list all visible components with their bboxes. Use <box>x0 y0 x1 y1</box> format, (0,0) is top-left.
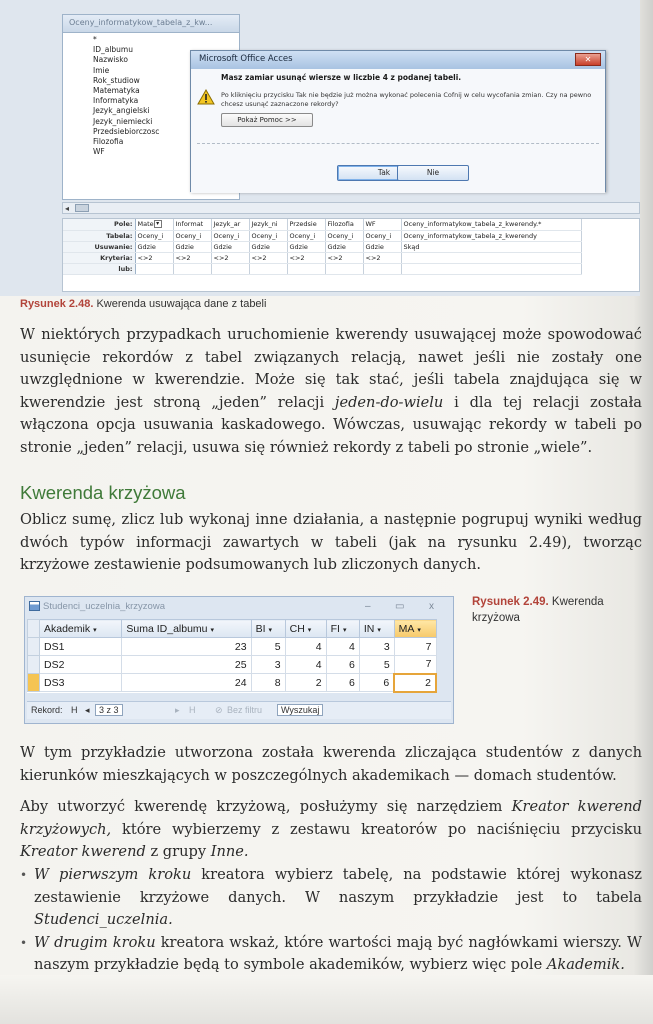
qbe-cell[interactable] <box>287 230 325 241</box>
prev-record-button[interactable]: ◂ <box>85 705 90 715</box>
column-header[interactable] <box>40 620 122 638</box>
record-selector[interactable] <box>28 656 40 674</box>
qbe-row <box>63 230 581 241</box>
query-design-grid <box>62 218 640 292</box>
column-header-label: Akademik <box>44 622 91 635</box>
caption-text: Kwerenda usuwająca dane z tabeli <box>96 298 267 310</box>
dialog-separator <box>197 143 599 144</box>
table-cell[interactable]: 3 <box>359 638 394 656</box>
field-item[interactable]: Imie <box>93 65 110 75</box>
qbe-cell-value: <>2 <box>365 253 381 262</box>
bullet-emphasis: W pierwszym kroku <box>34 866 192 883</box>
minimize-icon[interactable]: – <box>365 601 371 612</box>
qbe-cell[interactable] <box>287 241 325 252</box>
qbe-cell-value: Informat <box>175 220 204 229</box>
qbe-row-label: Usuwanie: <box>63 241 135 252</box>
qbe-cell[interactable] <box>401 263 581 274</box>
qbe-cell[interactable] <box>249 263 287 274</box>
qbe-cell-value: Mate <box>137 220 154 229</box>
column-header-label: MA <box>398 622 415 635</box>
caption-number: Rysunek 2.48. <box>20 298 94 310</box>
qbe-cell-value: Gdzie <box>137 242 156 251</box>
qbe-cell-value: Oceny_informatykow_tabela_z_kwerendy.* <box>403 220 542 229</box>
qbe-cell[interactable] <box>363 219 401 230</box>
qbe-cell[interactable] <box>211 219 249 230</box>
sort-filter-arrow-icon[interactable]: ▾ <box>342 626 347 634</box>
field-item[interactable]: WF <box>93 147 105 157</box>
qbe-cell[interactable] <box>287 263 325 274</box>
paragraph-text: z grupy <box>150 843 207 861</box>
qbe-cell[interactable] <box>249 252 287 263</box>
table-cell[interactable]: 8 <box>251 674 285 692</box>
qbe-row-label: lub: <box>63 263 135 274</box>
qbe-cell[interactable] <box>173 263 211 274</box>
field-item[interactable]: Jezyk_niemiecki <box>93 116 153 126</box>
column-header[interactable] <box>326 620 359 638</box>
qbe-row-label: Tabela: <box>63 230 135 241</box>
paragraph-emphasis: Kreator kwerend <box>20 843 146 861</box>
sort-filter-arrow-icon[interactable]: ▾ <box>93 626 97 634</box>
table-cell[interactable]: 6 <box>359 674 394 692</box>
record-label: Rekord: <box>31 705 63 715</box>
table-row <box>28 656 437 674</box>
bullet-text: kreatora wskaż, które wartości mają być nagłówkami wierszy. W naszym przykładzie będą to symbole akademików, wybierz więc pole <box>34 933 643 974</box>
table-cell[interactable]: 4 <box>326 638 359 656</box>
bullet-list <box>20 864 642 977</box>
table-icon <box>29 601 40 611</box>
close-icon[interactable]: ✕ <box>575 53 601 66</box>
bullet-emphasis: Akademik. <box>546 956 625 974</box>
column-header[interactable] <box>122 620 251 638</box>
column-header[interactable] <box>251 620 285 638</box>
qbe-cell[interactable] <box>173 230 211 241</box>
qbe-cell[interactable] <box>363 263 401 274</box>
qbe-cell[interactable] <box>135 219 173 230</box>
qbe-cell[interactable] <box>325 263 363 274</box>
figure-caption-2-49 <box>472 594 642 626</box>
table-cell[interactable]: 6 <box>326 674 359 692</box>
field-item[interactable]: Informatyka <box>93 96 139 106</box>
paragraph: Oblicz sumę, zlicz lub wykonaj inne działania, a następnie pogrupuj wyniki według dwóch typów informacji zawartych w tabeli (jak na rysunku 2.49), tworząc krzyżowe zestawienie podsumowanych lub zliczonych danych. <box>20 511 642 574</box>
search-input[interactable]: Wyszukaj <box>277 704 323 716</box>
table-cell[interactable]: 24 <box>122 674 251 692</box>
record-navigation <box>27 701 451 719</box>
qbe-cell[interactable] <box>249 241 287 252</box>
filter-status[interactable]: Bez filtru <box>227 705 263 715</box>
qbe-cell[interactable] <box>211 230 249 241</box>
field-item[interactable]: Nazwisko <box>93 55 128 65</box>
qbe-cell-value: Oceny_i <box>251 231 278 240</box>
caption-text: Kwerenda krzyżowa <box>472 596 604 624</box>
field-item[interactable]: ID_albumu <box>93 45 133 55</box>
qbe-row-label: Pole: <box>63 219 135 230</box>
table-cell[interactable]: 6 <box>326 656 359 674</box>
table-cell[interactable]: 4 <box>285 638 326 656</box>
sort-filter-arrow-icon[interactable]: ▾ <box>377 626 381 634</box>
column-header[interactable] <box>359 620 394 638</box>
table-cell[interactable]: 7 <box>394 656 436 674</box>
qbe-cell[interactable] <box>363 230 401 241</box>
bullet-item <box>20 864 642 932</box>
qbe-cell[interactable] <box>401 230 581 241</box>
qbe-cell[interactable] <box>173 252 211 263</box>
filter-icon[interactable]: ⊘ <box>215 705 223 715</box>
dropdown-arrow-icon[interactable]: ▾ <box>154 220 162 228</box>
figure-crosstab-query <box>24 596 454 724</box>
close-icon[interactable]: x <box>429 601 434 612</box>
table-cell[interactable]: 25 <box>122 656 251 674</box>
paragraph-text: W niektórych przypadkach uruchomienie kwerendy usuwającej może spowodować usunięcie rekordów z tabel związanych relacją, nawet jeśli nie zostały one uwzględnione w kwerendzie. Może się tak stać, jeśli tabela znajdująca się w kwerendzie jest stroną „jeden” relacji <box>20 326 642 411</box>
warning-icon <box>197 89 215 105</box>
qbe-cell[interactable] <box>249 219 287 230</box>
qbe-cell[interactable] <box>401 219 581 230</box>
qbe-cell-value: WF <box>365 220 376 229</box>
figure-delete-query <box>0 0 640 296</box>
next-record-button[interactable]: ▸ <box>175 705 180 715</box>
table-cell[interactable]: 7 <box>394 638 436 656</box>
qbe-cell[interactable] <box>135 230 173 241</box>
qbe-cell-value: Gdzie <box>213 242 232 251</box>
qbe-cell[interactable] <box>363 252 401 263</box>
qbe-cell[interactable] <box>211 263 249 274</box>
dialog-main-text: Masz zamiar usunąć wiersze w liczbie 4 z podanej tabeli. <box>221 73 462 82</box>
qbe-cell-value: <>2 <box>289 253 305 262</box>
qbe-cell[interactable] <box>135 241 173 252</box>
scroll-left-icon[interactable]: ◂ <box>65 204 70 213</box>
qbe-cell-value: Oceny_i <box>289 231 316 240</box>
sort-filter-arrow-icon[interactable]: ▾ <box>210 626 215 634</box>
paragraph-emphasis: Inne. <box>210 843 249 861</box>
table-window-title: Oceny_informatykow_tabela_z_kw... <box>63 15 239 33</box>
qbe-cell[interactable] <box>325 252 363 263</box>
scroll-thumb[interactable] <box>75 204 89 212</box>
paragraph-text: i dla tej relacji została włączona opcja usuwania kaskadowego. Wówczas, usuwając rekordy w tabeli po stronie „jeden” relacji, usuwa się również rekordy z tabeli po stronie „wiele”. <box>20 393 642 456</box>
qbe-cell-value: Jezyk_ni <box>251 220 278 229</box>
qbe-cell-value: Gdzie <box>365 242 384 251</box>
paragraph-emphasis: jeden-do-wielu <box>334 393 444 411</box>
qbe-cell[interactable] <box>287 252 325 263</box>
qbe-row-label: Kryteria: <box>63 252 135 263</box>
paragraph-text: które wybierzemy z zestawu kreatorów po naciśnięciu przycisku <box>122 820 642 838</box>
field-item[interactable]: Filozofia <box>93 137 124 147</box>
qbe-cell[interactable] <box>325 219 363 230</box>
qbe-cell[interactable] <box>211 252 249 263</box>
datasheet-grid <box>27 619 451 693</box>
qbe-cell[interactable] <box>363 241 401 252</box>
figure-caption-2-48 <box>20 298 266 310</box>
field-item[interactable]: Przedsiebiorczosc <box>93 126 160 136</box>
qbe-cell-value: Gdzie <box>289 242 308 251</box>
paragraph <box>20 796 642 864</box>
table-row <box>28 674 437 692</box>
page-bottom-margin <box>0 975 653 1024</box>
paragraph-emphasis: Kreator kwerend krzyżowych, <box>20 798 643 838</box>
field-item[interactable]: * <box>93 35 97 44</box>
qbe-cell-value: <>2 <box>327 253 343 262</box>
qbe-cell[interactable] <box>401 252 581 263</box>
qbe-cell-value: Skąd <box>403 242 420 251</box>
delete-confirm-dialog <box>190 50 606 192</box>
field-item[interactable]: Rok_studiow <box>93 75 140 85</box>
qbe-row <box>63 252 581 263</box>
qbe-cell-value: Oceny_i <box>137 231 164 240</box>
paragraph: W tym przykładzie utworzona została kwerenda zliczająca studentów z danych kierunków mieszkających w poszczególnych akademikach — domach studentów. <box>20 744 642 784</box>
bullet-text: kreatora wybierz tabelę, na podstawie której wykonasz zestawienie krzyżowe danych. W naszym przykładzie jest to tabela <box>34 866 642 906</box>
record-selector[interactable] <box>28 674 40 692</box>
qbe-cell-value: Oceny_i <box>175 231 202 240</box>
qbe-cell[interactable] <box>401 241 581 252</box>
qbe-cell-value: Jezyk_ar <box>213 220 241 229</box>
qbe-cell[interactable] <box>325 241 363 252</box>
qbe-cell-value: <>2 <box>175 253 191 262</box>
qbe-cell-value: Oceny_informatykow_tabela_z_kwerendy <box>403 231 537 240</box>
table-cell[interactable]: 2 <box>394 674 436 692</box>
record-position-input[interactable]: 3 z 3 <box>95 704 123 716</box>
table-cell[interactable]: DS1 <box>40 638 122 656</box>
table-cell[interactable]: 2 <box>285 674 326 692</box>
column-header-label: FI <box>330 622 340 635</box>
crosstab-title-bar <box>25 597 453 617</box>
show-help-button[interactable]: Pokaż Pomoc >> <box>221 113 313 127</box>
dialog-title: Microsoft Office Acces <box>199 54 293 64</box>
qbe-cell[interactable] <box>325 230 363 241</box>
sort-filter-arrow-icon[interactable]: ▾ <box>307 626 312 634</box>
qbe-row <box>63 241 581 252</box>
table-cell[interactable]: DS3 <box>40 674 122 692</box>
qbe-cell-value: Przedsie <box>289 220 317 229</box>
column-header-label: BI <box>255 622 266 635</box>
qbe-cell-value: <>2 <box>213 253 229 262</box>
qbe-cell[interactable] <box>135 252 173 263</box>
column-header[interactable] <box>285 620 326 638</box>
section-heading: Kwerenda krzyżowa <box>20 482 186 503</box>
crosstab-title: Studenci_uczelnia_krzyzowa <box>43 601 165 612</box>
sort-filter-arrow-icon[interactable]: ▾ <box>268 626 273 634</box>
qbe-cell[interactable] <box>173 241 211 252</box>
qbe-cell-value: <>2 <box>251 253 267 262</box>
yes-button[interactable]: Tak <box>337 165 431 181</box>
dialog-sub-text: Po kliknięciu przycisku Tak nie będzie już można wykonać polecenia Cofnij w celu wycofania zmian. Czy na pewno chcesz usunąć zaznaczone rekordy? <box>221 91 592 108</box>
column-header-label: IN <box>363 622 375 635</box>
field-item[interactable]: Jezyk_angielski <box>93 106 150 116</box>
qbe-cell-value: Gdzie <box>327 242 346 251</box>
table-cell[interactable]: 5 <box>359 656 394 674</box>
no-button[interactable]: Nie <box>397 165 469 181</box>
bullet-emphasis: W drugim kroku <box>34 933 156 951</box>
record-selector[interactable] <box>28 638 40 656</box>
caption-number: Rysunek 2.49. <box>472 596 549 608</box>
dialog-body <box>191 69 605 193</box>
qbe-cell-value: Filozofia <box>327 220 354 229</box>
qbe-cell[interactable] <box>211 241 249 252</box>
table-cell[interactable]: DS2 <box>40 656 122 674</box>
maximize-icon[interactable]: ▭ <box>395 601 405 612</box>
paragraph <box>20 324 642 460</box>
qbe-row <box>63 263 581 274</box>
last-record-button[interactable]: H <box>189 705 196 715</box>
qbe-cell-value: Gdzie <box>175 242 194 251</box>
qbe-cell-value: Gdzie <box>251 242 270 251</box>
bullet-item <box>20 932 642 977</box>
qbe-cell-value: Oceny_i <box>365 231 392 240</box>
table-cell[interactable]: 4 <box>285 656 326 674</box>
first-record-button[interactable]: H <box>71 705 78 715</box>
column-header-label: Suma ID_albumu <box>126 622 208 635</box>
qbe-cell-value: <>2 <box>137 253 153 262</box>
column-header[interactable] <box>394 620 436 638</box>
bullet-emphasis: Studenci_uczelnia. <box>34 911 173 929</box>
paragraph-text: Aby utworzyć kwerendę krzyżową, posłużymy się narzędziem <box>20 798 503 815</box>
table-cell[interactable]: 3 <box>251 656 285 674</box>
qbe-cell-value: Oceny_i <box>213 231 240 240</box>
qbe-row <box>63 219 581 230</box>
table-cell[interactable]: 5 <box>251 638 285 656</box>
qbe-cell[interactable] <box>135 263 173 274</box>
qbe-cell[interactable] <box>249 230 287 241</box>
dialog-title-bar <box>191 51 605 69</box>
qbe-cell[interactable] <box>173 219 211 230</box>
select-all-cell[interactable] <box>28 620 40 638</box>
column-header-label: CH <box>289 622 305 635</box>
qbe-cell[interactable] <box>287 219 325 230</box>
table-cell[interactable]: 23 <box>122 638 251 656</box>
horizontal-scrollbar[interactable] <box>62 202 640 214</box>
field-item[interactable]: Matematyka <box>93 86 140 96</box>
sort-filter-arrow-icon[interactable]: ▾ <box>417 626 421 634</box>
table-row <box>28 638 437 656</box>
qbe-cell-value: Oceny_i <box>327 231 354 240</box>
